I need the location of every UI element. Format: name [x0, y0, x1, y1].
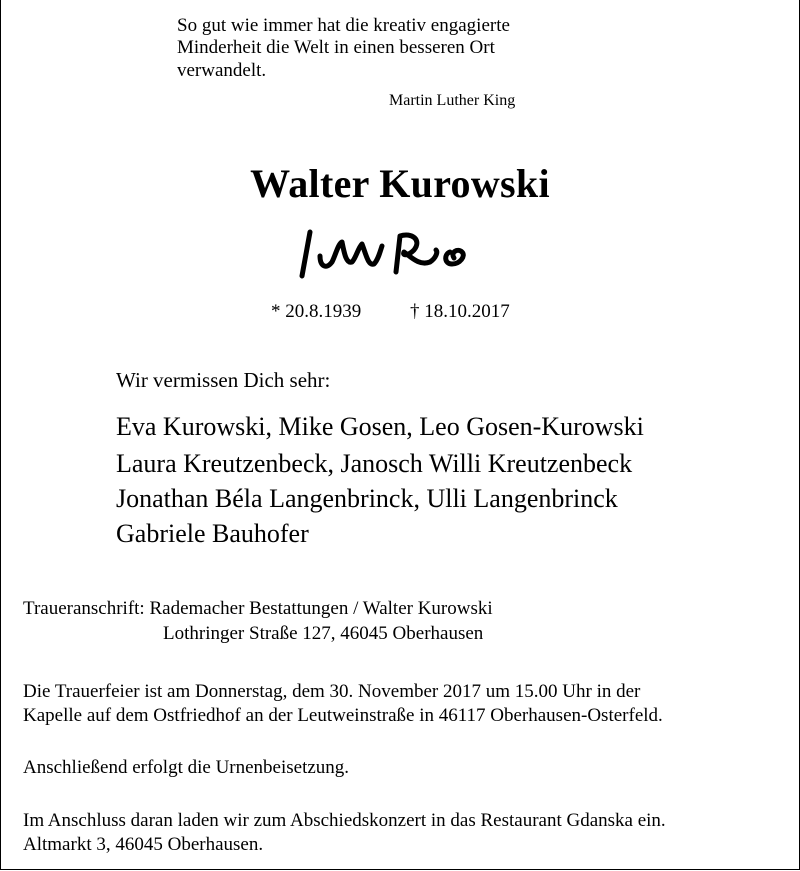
- address-line-2: Lothringer Straße 127, 46045 Oberhausen: [163, 623, 484, 644]
- handwritten-signature: [296, 212, 486, 282]
- mourner-line: Laura Kreutzenbeck, Janosch Willi Kreutzenbeck: [116, 449, 633, 478]
- address-line-1: Traueranschrift: Rademacher Bestattungen / Walter Kurowski: [23, 598, 493, 619]
- quote-line-2: Minderheit die Welt in einen besseren Ort: [177, 37, 495, 58]
- quote-line-1: So gut wie immer hat die kreativ engagierte: [177, 15, 510, 36]
- mourner-line: Jonathan Béla Langenbrinck, Ulli Langenbrinck: [116, 484, 618, 513]
- burial-text: Anschließend erfolgt die Urnenbeisetzung.: [23, 757, 350, 778]
- birth-date: * 20.8.1939: [271, 301, 362, 322]
- mourner-line: Gabriele Bauhofer: [116, 519, 309, 548]
- death-date: † 18.10.2017: [410, 301, 510, 322]
- concert-line-2: Altmarkt 3, 46045 Oberhausen.: [23, 834, 264, 855]
- deceased-name: Walter Kurowski: [250, 161, 550, 206]
- quote-line-3: verwandelt.: [177, 60, 267, 81]
- quote-author: Martin Luther King: [389, 92, 516, 109]
- concert-line-1: Im Anschluss daran laden wir zum Abschiedskonzert in das Restaurant Gdanska ein.: [23, 810, 666, 831]
- ceremony-line-2: Kapelle auf dem Ostfriedhof an der Leutweinstraße in 46117 Oberhausen-Osterfeld.: [23, 705, 663, 726]
- mourner-line: Eva Kurowski, Mike Gosen, Leo Gosen-Kurowski: [116, 412, 644, 441]
- mourners-intro: Wir vermissen Dich sehr:: [116, 368, 331, 392]
- ceremony-line-1: Die Trauerfeier ist am Donnerstag, dem 30. November 2017 um 15.00 Uhr in der: [23, 681, 641, 702]
